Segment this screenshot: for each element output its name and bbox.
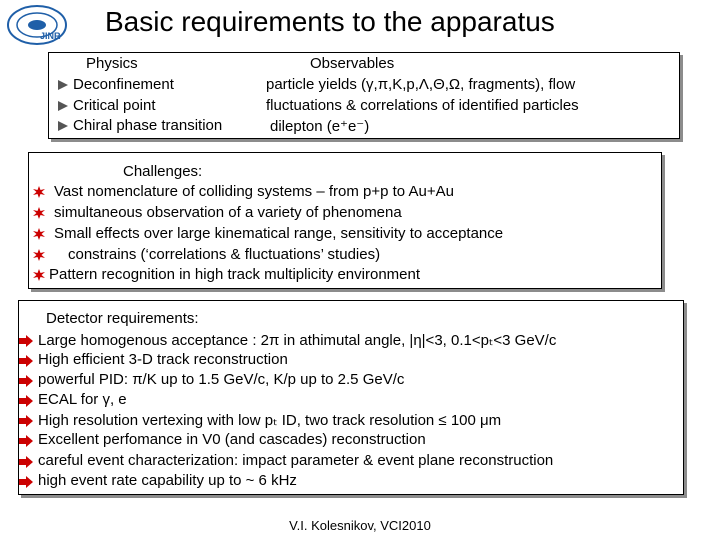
observables-header: Observables [310, 55, 395, 72]
arrow-bullet-icon [19, 335, 33, 347]
detector-item-6: Excellent perfomance in V0 (and cascades) reconstruction [38, 431, 426, 448]
detector-item-2: High efficient 3-D track reconstruction [38, 351, 288, 368]
physics-row-3: Chiral phase transition [73, 117, 223, 134]
arrow-bullet-icon [19, 375, 33, 387]
starburst-bullet-icon [33, 228, 45, 240]
observable-row-3: dilepton (e⁺e⁻) [270, 118, 370, 135]
triangle-bullet-icon [58, 101, 68, 111]
challenges-header: Challenges: [123, 163, 203, 180]
arrow-bullet-icon [19, 456, 33, 468]
challenge-item-3: Small effects over large kinematical range, sensitivity to acceptance [54, 225, 504, 242]
arrow-bullet-icon [19, 476, 33, 488]
observable-row-2: fluctuations & correlations of identified particles [266, 97, 579, 114]
footer-author: V.I. Kolesnikov, VCI2010 [289, 518, 431, 533]
physics-header: Physics [86, 55, 138, 72]
observable-row-1: particle yields (γ,π,K,p,Λ,Θ,Ω, fragments), flow [266, 76, 576, 93]
physics-row-1: Deconfinement [73, 76, 174, 93]
slide-title: Basic requirements to the apparatus [105, 6, 555, 37]
detector-item-8: high event rate capability up to ~ 6 kHz [38, 472, 297, 489]
starburst-bullet-icon [33, 249, 45, 261]
starburst-bullet-icon [33, 207, 45, 219]
arrow-bullet-icon [19, 415, 33, 427]
detector-item-5: High resolution vertexing with low pₜ ID, two track resolution ≤ 100 μm [38, 412, 502, 429]
challenge-item-5: Pattern recognition in high track multiplicity environment [49, 266, 421, 283]
detector-item-3: powerful PID: π/K up to 1.5 GeV/c, K/p up to 2.5 GeV/c [38, 371, 405, 388]
arrow-bullet-icon [19, 395, 33, 407]
detector-item-1: Large homogenous acceptance : 2π in athimutal angle, |η|<3, 0.1<pₜ<3 GeV/c [38, 332, 557, 349]
detector-item-4: ECAL for γ, e [38, 391, 127, 408]
starburst-bullet-icon [33, 186, 45, 198]
starburst-bullet-icon [33, 269, 45, 281]
arrow-bullet-icon [19, 435, 33, 447]
jinr-logo [6, 4, 68, 46]
challenge-item-2: simultaneous observation of a variety of phenomena [54, 204, 402, 221]
detector-item-7: careful event characterization: impact parameter & event plane reconstruction [38, 452, 554, 469]
challenge-item-1: Vast nomenclature of colliding systems – from p+p to Au+Au [54, 183, 454, 200]
challenge-item-4: constrains (‘correlations & fluctuations’ studies) [68, 246, 381, 263]
triangle-bullet-icon [58, 121, 68, 131]
physics-row-2: Critical point [73, 97, 156, 114]
detector-header: Detector requirements: [46, 310, 199, 327]
logo-text: JINR [40, 31, 61, 41]
arrow-bullet-icon [19, 355, 33, 367]
triangle-bullet-icon [58, 80, 68, 90]
